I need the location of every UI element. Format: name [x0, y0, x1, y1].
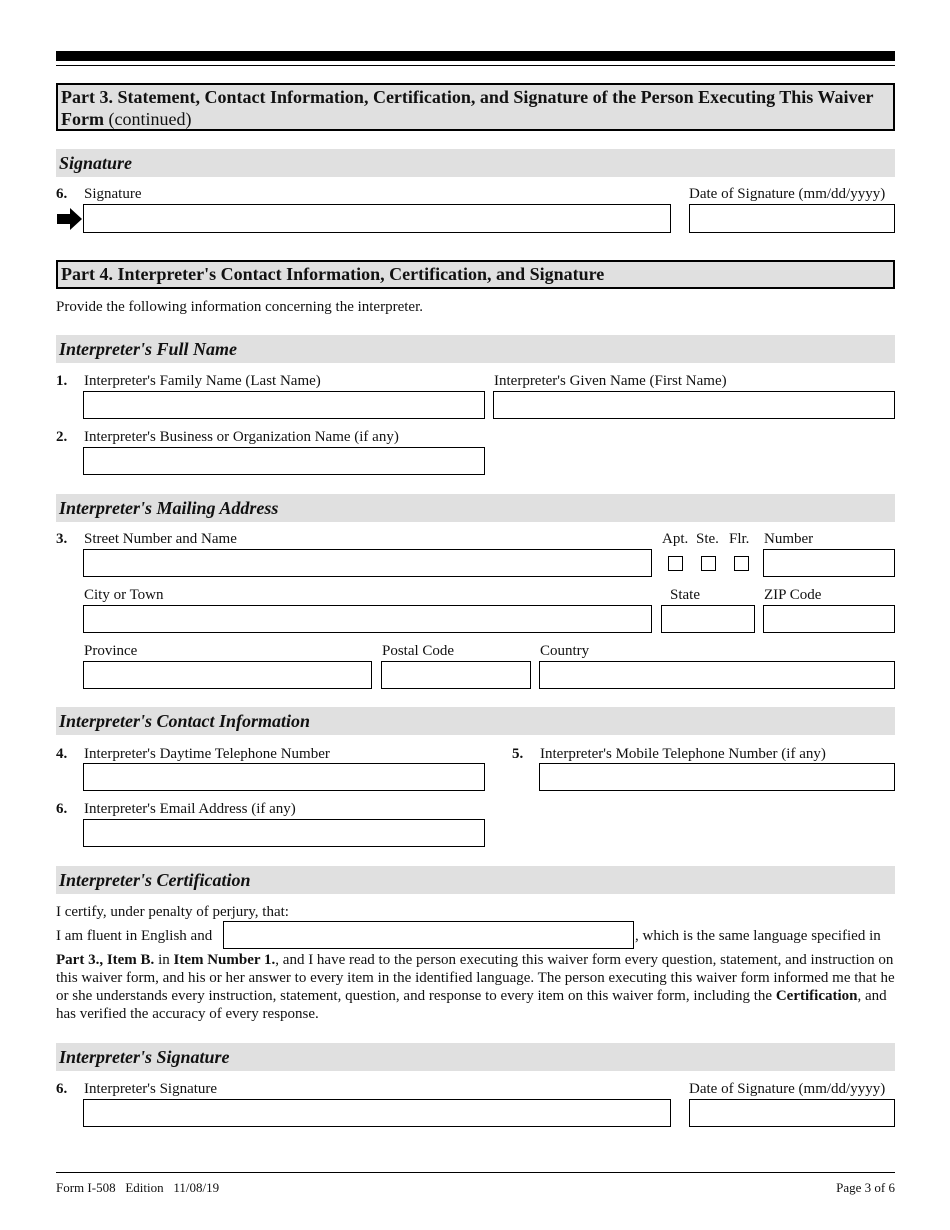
apt-checkbox[interactable]: [668, 556, 683, 571]
number-field[interactable]: [763, 549, 895, 577]
city-field[interactable]: [83, 605, 652, 633]
interpreter-signature-input[interactable]: [84, 1100, 670, 1126]
family-name-field[interactable]: [83, 391, 485, 419]
cert-text-2: , and I have read to the person executing this waiver form every question, statement, and instruction on this waiver form, and his or her answer to every item in the identified language. The person executing this waiver form informed me that he or she understands every instruction, statement, question, and response to every item on this waiver form, including the: [56, 952, 895, 1004]
postal-code-label: Postal Code: [382, 643, 455, 659]
street-field[interactable]: [83, 549, 652, 577]
right-arrow-icon: [57, 208, 83, 235]
flr-checkbox[interactable]: [734, 556, 749, 571]
part4-title-text: Part 4. Interpreter's Contact Information, Certification, and Signature: [61, 264, 605, 284]
cert-text-3: , and has verified the accuracy of every response.: [56, 988, 887, 1022]
family-name-input[interactable]: [84, 392, 484, 418]
fluent-prefix: I am fluent in English and: [56, 928, 213, 944]
given-name-label: Interpreter's Given Name (First Name): [494, 373, 727, 389]
ste-label: Ste.: [696, 531, 719, 547]
contact-information-header: Interpreter's Contact Information: [56, 707, 895, 735]
signature-label: Signature: [84, 186, 142, 202]
family-name-label: Interpreter's Family Name (Last Name): [84, 373, 321, 389]
header-thin-rule: [56, 65, 895, 66]
given-name-input[interactable]: [494, 392, 894, 418]
footer-form-id: Form I-508 Edition 11/08/19: [56, 1180, 220, 1195]
zip-label: ZIP Code: [764, 587, 822, 603]
business-name-label: Interpreter's Business or Organization Name (if any): [84, 429, 399, 445]
daytime-phone-label: Interpreter's Daytime Telephone Number: [84, 746, 330, 762]
item-number-3: 3.: [56, 531, 68, 547]
city-input[interactable]: [84, 606, 651, 632]
item-number-6: 6.: [56, 801, 68, 817]
apt-label: Apt.: [662, 531, 689, 547]
part4-intro: Provide the following information concerning the interpreter.: [56, 299, 423, 315]
interpreter-full-name-header: Interpreter's Full Name: [56, 335, 895, 363]
interpreter-date-label: Date of Signature (mm/dd/yyyy): [689, 1081, 886, 1097]
part3-title-suffix: (continued): [103, 109, 192, 129]
country-label: Country: [540, 643, 590, 659]
flr-label: Flr.: [729, 531, 750, 547]
fluent-suffix: , which is the same language specified in: [635, 928, 881, 944]
daytime-phone-input[interactable]: [84, 764, 484, 790]
zip-input[interactable]: [764, 606, 894, 632]
item-number: 6.: [56, 186, 68, 202]
cert-ref-part: Part 3., Item B.: [56, 952, 155, 968]
interpreter-signature-label: Interpreter's Signature: [84, 1081, 218, 1097]
signature-input[interactable]: [84, 205, 670, 232]
signature-section-header: Signature: [56, 149, 895, 177]
certification-header: Interpreter's Certification: [56, 866, 895, 894]
email-field[interactable]: [83, 819, 485, 847]
state-label: State: [670, 587, 700, 603]
business-name-field[interactable]: [83, 447, 485, 475]
language-field[interactable]: [223, 921, 634, 949]
daytime-phone-field[interactable]: [83, 763, 485, 791]
item-number-6-signature: 6.: [56, 1081, 68, 1097]
footer-rule: [56, 1172, 895, 1173]
country-field[interactable]: [539, 661, 895, 689]
mobile-phone-field[interactable]: [539, 763, 895, 791]
interpreter-date-field[interactable]: [689, 1099, 895, 1127]
postal-code-input[interactable]: [382, 662, 530, 688]
email-input[interactable]: [84, 820, 484, 846]
given-name-field[interactable]: [493, 391, 895, 419]
footer-page-number: Page 3 of 6: [836, 1180, 895, 1195]
province-field[interactable]: [83, 661, 372, 689]
zip-field[interactable]: [763, 605, 895, 633]
interpreter-date-input[interactable]: [690, 1100, 894, 1126]
item-number-5: 5.: [512, 746, 524, 762]
province-input[interactable]: [84, 662, 371, 688]
language-input[interactable]: [224, 922, 633, 948]
number-input[interactable]: [764, 550, 894, 576]
province-label: Province: [84, 643, 138, 659]
business-name-input[interactable]: [84, 448, 484, 474]
item-number-1: 1.: [56, 373, 68, 389]
cert-ref-certification: Certification: [775, 988, 858, 1004]
number-label: Number: [764, 531, 814, 547]
item-number-4: 4.: [56, 746, 68, 762]
signature-field[interactable]: [83, 204, 671, 233]
mobile-phone-input[interactable]: [540, 764, 894, 790]
interpreter-signature-field[interactable]: [83, 1099, 671, 1127]
country-input[interactable]: [540, 662, 894, 688]
interpreter-signature-header: Interpreter's Signature: [56, 1043, 895, 1071]
date-of-signature-input[interactable]: [690, 205, 894, 232]
date-of-signature-field[interactable]: [689, 204, 895, 233]
header-thick-rule: [56, 51, 895, 61]
certification-line1: I certify, under penalty of perjury, that:: [56, 904, 289, 920]
state-input[interactable]: [662, 606, 754, 632]
street-label: Street Number and Name: [84, 531, 237, 547]
mailing-address-header: Interpreter's Mailing Address: [56, 494, 895, 522]
email-label: Interpreter's Email Address (if any): [84, 801, 296, 817]
state-field[interactable]: [661, 605, 755, 633]
city-label: City or Town: [84, 587, 164, 603]
part3-title: [56, 83, 895, 131]
cert-ref-item: Item Number 1.: [173, 952, 276, 968]
street-input[interactable]: [84, 550, 651, 576]
part3-title-bold: Part 3. Statement, Contact Information, Certification, and Signature of the Person Executing This Waiver Form: [61, 87, 874, 129]
ste-checkbox[interactable]: [701, 556, 716, 571]
date-of-signature-label: Date of Signature (mm/dd/yyyy): [689, 186, 886, 202]
part4-title: [56, 260, 895, 289]
postal-code-field[interactable]: [381, 661, 531, 689]
cert-text-1: in: [154, 952, 174, 968]
certification-paragraph: [56, 951, 896, 1023]
item-number-2: 2.: [56, 429, 68, 445]
mobile-phone-label: Interpreter's Mobile Telephone Number (if any): [540, 746, 826, 762]
